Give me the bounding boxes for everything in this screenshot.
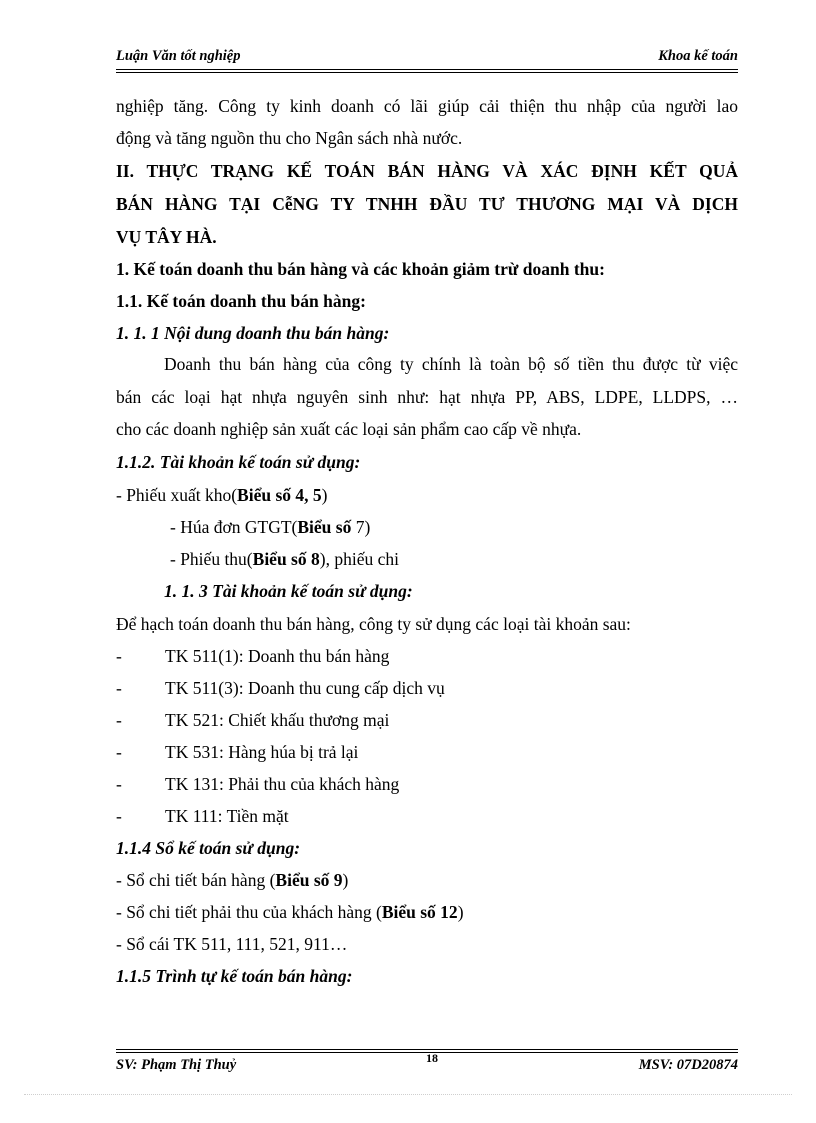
document-item-2-text: - Húa đơn GTGT( bbox=[170, 517, 298, 537]
account-dash: - bbox=[116, 774, 122, 794]
paragraph-1-line-1: Doanh thu bán hàng của công ty chính là toàn bộ số tiền thu được từ việc bbox=[164, 354, 738, 374]
page-number: 18 bbox=[426, 1051, 438, 1065]
section-title-line-1: II. THỰC TRẠNG KẾ TOÁN BÁN HÀNG VÀ XÁC ĐỊNH KẾT QUẢ bbox=[116, 161, 738, 181]
heading-1: 1. Kế toán doanh thu bán hàng và các khoản giảm trừ doanh thu: bbox=[116, 259, 605, 279]
heading-1-1-2: 1.1.2. Tài khoản kế toán sử dụng: bbox=[116, 452, 361, 472]
book-item-2-tail: ) bbox=[457, 902, 464, 922]
account-dash: - bbox=[116, 646, 122, 666]
account-dash: - bbox=[116, 806, 122, 826]
document-item-1-ref: Biểu số 4, 5 bbox=[237, 485, 322, 505]
paragraph-1-line-2: bán các loại hạt nhựa nguyên sinh như: hạt nhựa PP, ABS, LDPE, LLDPS, … bbox=[116, 387, 738, 407]
section-title-line-3: VỤ TÂY HÀ. bbox=[116, 227, 217, 247]
book-item-1 bbox=[116, 869, 348, 891]
document-item-2-ref: Biểu số bbox=[297, 517, 356, 537]
header-left: Luận Văn tốt nghiệp bbox=[116, 48, 241, 64]
heading-1-1: 1.1. Kế toán doanh thu bán hàng: bbox=[116, 291, 366, 311]
page-header bbox=[116, 48, 738, 68]
heading-1-1-3: 1. 1. 3 Tài khoản kế toán sử dụng: bbox=[164, 581, 413, 601]
book-item-3: - Sổ cái TK 511, 111, 521, 911… bbox=[116, 934, 348, 954]
book-item-1-ref: Biểu số 9 bbox=[275, 870, 343, 890]
account-dash: - bbox=[116, 710, 122, 730]
book-item-2-ref: Biểu số 12 bbox=[381, 902, 458, 922]
intro-line-1: nghiệp tăng. Công ty kinh doanh có lãi giúp cải thiện thu nhập của người lao bbox=[116, 96, 738, 116]
section-title-line-2: BÁN HÀNG TẠI CễNG TY TNHH ĐẦU TƯ THƯƠNG MẠI VÀ DỊCH bbox=[116, 194, 738, 214]
book-item-1-tail: ) bbox=[342, 870, 349, 890]
heading-1-1-1: 1. 1. 1 Nội dung doanh thu bán hàng: bbox=[116, 323, 390, 343]
account-text: TK 511(3): Doanh thu cung cấp dịch vụ bbox=[165, 678, 445, 698]
paragraph-1-line-3: cho các doanh nghiệp sản xuất các loại sản phẩm cao cấp về nhựa. bbox=[116, 419, 582, 439]
document-item-3-ref: Biểu số 8 bbox=[252, 549, 320, 569]
document-item-2 bbox=[170, 516, 370, 538]
intro-line-2: động và tăng nguồn thu cho Ngân sách nhà nước. bbox=[116, 128, 463, 148]
account-dash: - bbox=[116, 742, 122, 762]
account-text: TK 111: Tiền mặt bbox=[165, 806, 289, 826]
accounts-intro: Để hạch toán doanh thu bán hàng, công ty sử dụng các loại tài khoản sau: bbox=[116, 614, 631, 634]
account-text: TK 531: Hàng húa bị trả lại bbox=[165, 742, 359, 762]
document-item-3-text: - Phiếu thu( bbox=[170, 549, 253, 569]
book-item-2-text: - Sổ chi tiết phải thu của khách hàng ( bbox=[116, 902, 382, 922]
book-item-2 bbox=[116, 901, 464, 923]
header-right: Khoa kế toán bbox=[658, 48, 738, 64]
account-text: TK 511(1): Doanh thu bán hàng bbox=[165, 646, 390, 666]
heading-1-1-5: 1.1.5 Trình tự kế toán bán hàng: bbox=[116, 966, 353, 986]
account-text: TK 521: Chiết khấu thương mại bbox=[165, 710, 390, 730]
heading-1-1-4: 1.1.4 Sổ kế toán sử dụng: bbox=[116, 838, 301, 858]
document-item-1-text: - Phiếu xuất kho( bbox=[116, 485, 238, 505]
document-item-3-tail: ), phiếu chi bbox=[319, 549, 399, 569]
header-rule bbox=[116, 69, 738, 73]
footer-student-name: SV: Phạm Thị Thuỷ bbox=[116, 1057, 237, 1073]
account-text: TK 131: Phải thu của khách hàng bbox=[165, 774, 400, 794]
account-dash: - bbox=[116, 678, 122, 698]
document-item-1-tail: ) bbox=[321, 485, 328, 505]
document-item-2-tail: 7) bbox=[355, 517, 371, 537]
document-item-3 bbox=[170, 548, 399, 570]
book-item-1-text: - Sổ chi tiết bán hàng ( bbox=[116, 870, 276, 890]
document-item-1 bbox=[116, 484, 327, 506]
page-bottom-divider bbox=[24, 1094, 792, 1095]
page-footer bbox=[116, 1051, 738, 1077]
footer-student-id: MSV: 07D20874 bbox=[638, 1057, 738, 1073]
